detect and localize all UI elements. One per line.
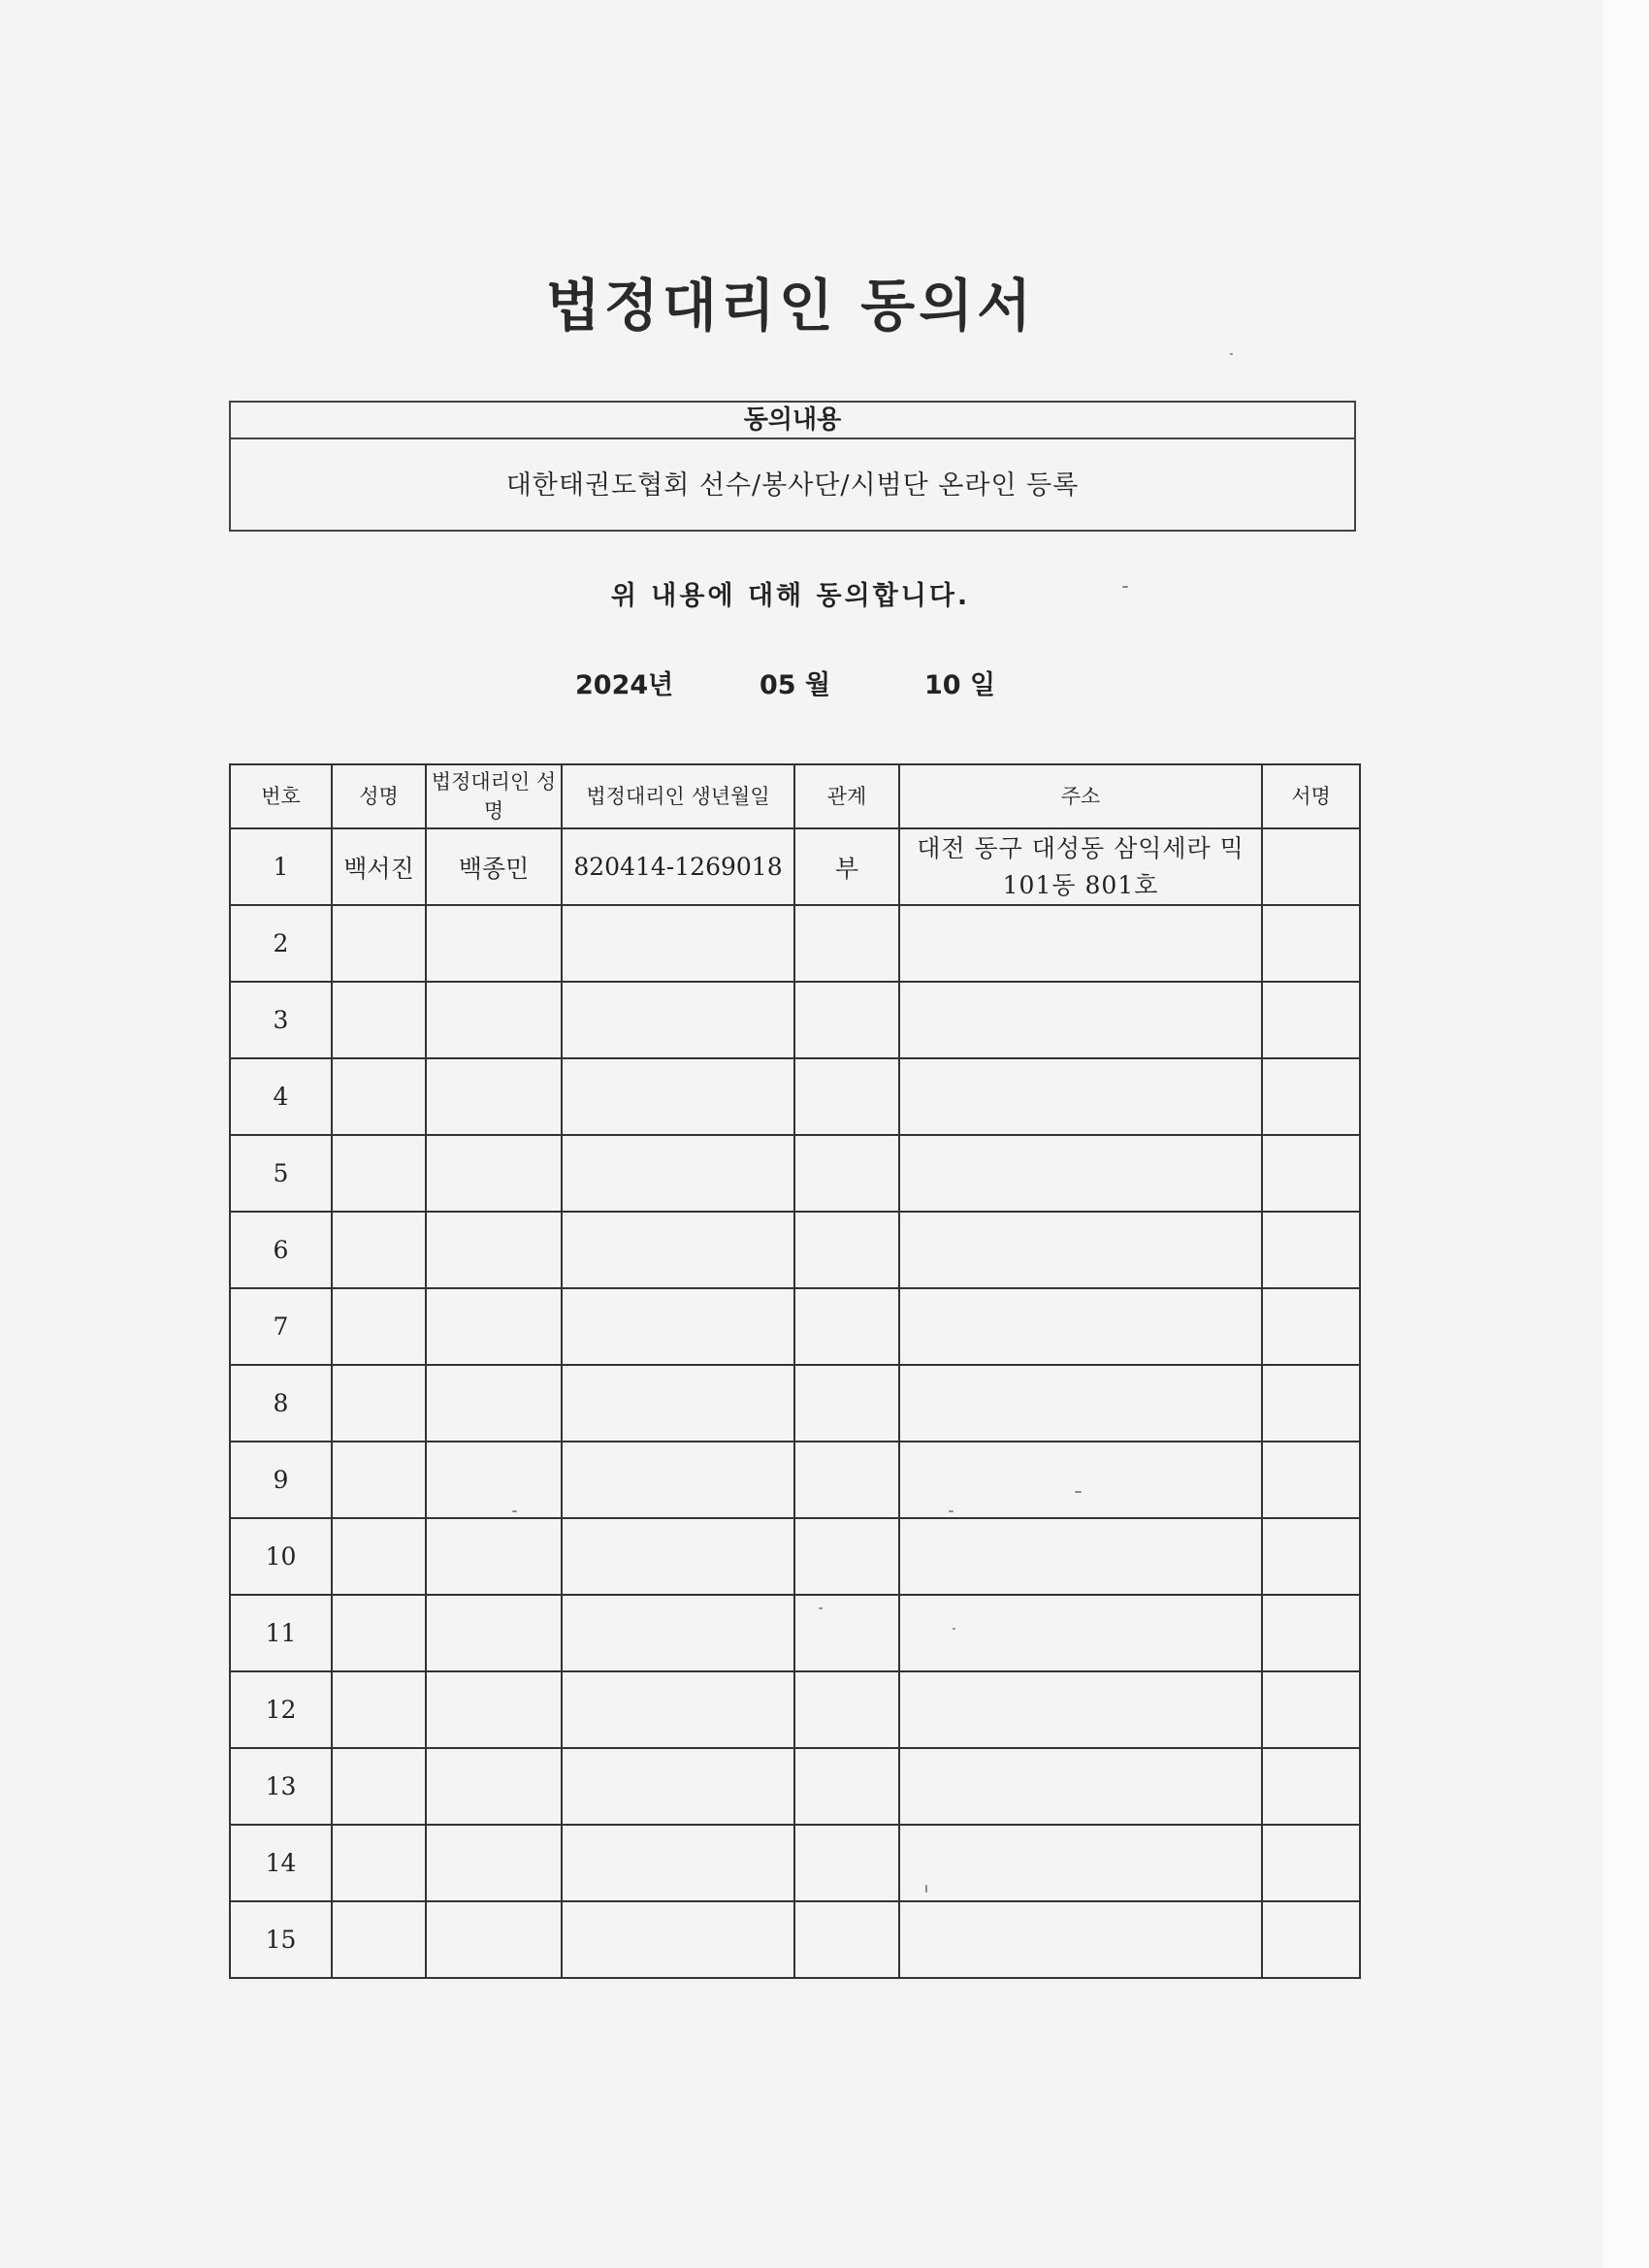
cell-guardian-birth	[562, 1595, 794, 1671]
table-row	[230, 905, 1360, 982]
cell-name	[332, 1135, 426, 1212]
cell-address	[899, 1442, 1262, 1518]
table-row	[230, 1901, 1360, 1978]
scan-speck	[949, 1510, 954, 1512]
header-signature: 서명	[1262, 764, 1360, 828]
header-guardian-birth: 법정대리인 생년월일	[562, 764, 794, 828]
consent-header: 동의내용	[231, 403, 1354, 439]
date-line	[575, 664, 995, 701]
cell-name	[332, 982, 426, 1058]
cell-number: 5	[230, 1135, 332, 1212]
cell-guardian-birth	[562, 1901, 794, 1978]
cell-signature	[1262, 1518, 1360, 1595]
cell-address	[899, 905, 1262, 982]
cell-guardian-name	[426, 1442, 562, 1518]
cell-guardian-birth	[562, 1748, 794, 1825]
cell-address	[899, 1365, 1262, 1442]
cell-signature	[1262, 1595, 1360, 1671]
cell-guardian-name	[426, 1058, 562, 1135]
cell-name	[332, 1595, 426, 1671]
scan-speck	[512, 1510, 517, 1512]
cell-address	[899, 1901, 1262, 1978]
cell-guardian-name	[426, 905, 562, 982]
header-relationship: 관계	[794, 764, 899, 828]
date-month: 05 월	[760, 670, 831, 700]
cell-name	[332, 1288, 426, 1365]
table-row	[230, 1058, 1360, 1135]
cell-address	[899, 1288, 1262, 1365]
consent-content: 대한태권도협회 선수/봉사단/시범단 온라인 등록	[505, 470, 1080, 501]
cell-relationship	[794, 1595, 899, 1671]
cell-guardian-name	[426, 1288, 562, 1365]
cell-guardian-birth	[562, 1825, 794, 1901]
cell-number: 2	[230, 905, 332, 982]
cell-number: 15	[230, 1901, 332, 1978]
cell-name	[332, 1671, 426, 1748]
scan-speck	[1122, 586, 1128, 588]
cell-relationship	[794, 1825, 899, 1901]
cell-number: 13	[230, 1748, 332, 1825]
cell-guardian-name	[426, 1212, 562, 1288]
cell-signature	[1262, 982, 1360, 1058]
cell-signature	[1262, 1748, 1360, 1825]
cell-relationship	[794, 1442, 899, 1518]
cell-signature	[1262, 1671, 1360, 1748]
cell-number: 7	[230, 1288, 332, 1365]
cell-relationship	[794, 1901, 899, 1978]
consent-box	[229, 401, 1356, 532]
table-row	[230, 1135, 1360, 1212]
cell-address	[899, 1825, 1262, 1901]
cell-guardian-name	[426, 1135, 562, 1212]
cell-name	[332, 1901, 426, 1978]
table-row	[230, 1748, 1360, 1825]
table-row	[230, 1671, 1360, 1748]
cell-relationship	[794, 1058, 899, 1135]
cell-guardian-birth	[562, 1442, 794, 1518]
cell-guardian-name	[426, 1825, 562, 1901]
cell-name	[332, 1518, 426, 1595]
date-day: 10 일	[924, 670, 996, 700]
cell-relationship	[794, 1518, 899, 1595]
cell-number: 10	[230, 1518, 332, 1595]
table-row	[230, 1365, 1360, 1442]
cell-number: 8	[230, 1365, 332, 1442]
cell-relationship	[794, 905, 899, 982]
cell-guardian-name	[426, 1365, 562, 1442]
header-number: 번호	[230, 764, 332, 828]
cell-name	[332, 1748, 426, 1825]
cell-signature	[1262, 1365, 1360, 1442]
cell-address	[899, 1518, 1262, 1595]
cell-relationship	[794, 1671, 899, 1748]
cell-relationship	[794, 1748, 899, 1825]
cell-guardian-birth	[562, 1671, 794, 1748]
document-title: 법정대리인 동의서	[545, 273, 1036, 339]
table-row	[230, 828, 1360, 905]
header-address: 주소	[899, 764, 1262, 828]
cell-relationship: 부	[794, 828, 899, 905]
cell-name: 백서진	[332, 828, 426, 905]
cell-guardian-birth	[562, 1365, 794, 1442]
cell-guardian-birth	[562, 1135, 794, 1212]
cell-signature	[1262, 1825, 1360, 1901]
table-row	[230, 982, 1360, 1058]
scan-edge	[1602, 0, 1649, 2268]
cell-guardian-name	[426, 982, 562, 1058]
scan-speck	[1075, 1491, 1082, 1493]
cell-name	[332, 1442, 426, 1518]
table-row	[230, 1212, 1360, 1288]
cell-guardian-birth	[562, 905, 794, 982]
header-guardian-name: 법정대리인 성명	[426, 764, 562, 828]
cell-signature	[1262, 828, 1360, 905]
cell-address	[899, 1595, 1262, 1671]
cell-name	[332, 1365, 426, 1442]
date-year: 2024년	[575, 670, 674, 700]
cell-guardian-birth: 820414-1269018	[562, 828, 794, 905]
table-row	[230, 1595, 1360, 1671]
cell-relationship	[794, 1212, 899, 1288]
cell-number: 12	[230, 1671, 332, 1748]
scan-speck	[819, 1607, 823, 1609]
cell-number: 3	[230, 982, 332, 1058]
cell-relationship	[794, 982, 899, 1058]
cell-address: 대전 동구 대성동 삼익세라 믹 101동 801호	[899, 828, 1262, 905]
guardian-table	[229, 763, 1361, 1979]
cell-signature	[1262, 905, 1360, 982]
cell-relationship	[794, 1288, 899, 1365]
cell-number: 4	[230, 1058, 332, 1135]
cell-guardian-name	[426, 1595, 562, 1671]
cell-guardian-birth	[562, 1058, 794, 1135]
cell-name	[332, 1212, 426, 1288]
table-row	[230, 1518, 1360, 1595]
scan-speck	[1230, 353, 1233, 355]
cell-name	[332, 1058, 426, 1135]
cell-name	[332, 905, 426, 982]
cell-signature	[1262, 1058, 1360, 1135]
table-row	[230, 1442, 1360, 1518]
cell-address	[899, 1671, 1262, 1748]
cell-address	[899, 982, 1262, 1058]
agreement-statement: 위 내용에 대해 동의합니다.	[610, 581, 971, 611]
cell-guardian-birth	[562, 982, 794, 1058]
table-row	[230, 1288, 1360, 1365]
cell-number: 11	[230, 1595, 332, 1671]
cell-address	[899, 1212, 1262, 1288]
table-row	[230, 1825, 1360, 1901]
cell-signature	[1262, 1288, 1360, 1365]
header-name: 성명	[332, 764, 426, 828]
cell-guardian-name	[426, 1518, 562, 1595]
cell-address	[899, 1135, 1262, 1212]
cell-guardian-birth	[562, 1288, 794, 1365]
cell-guardian-birth	[562, 1518, 794, 1595]
cell-guardian-birth	[562, 1212, 794, 1288]
cell-guardian-name	[426, 1748, 562, 1825]
cell-signature	[1262, 1135, 1360, 1212]
cell-signature	[1262, 1212, 1360, 1288]
scan-speck	[925, 1885, 927, 1893]
cell-address	[899, 1748, 1262, 1825]
cell-relationship	[794, 1135, 899, 1212]
table-header-row	[230, 764, 1360, 828]
cell-address	[899, 1058, 1262, 1135]
cell-number: 1	[230, 828, 332, 905]
cell-name	[332, 1825, 426, 1901]
cell-number: 14	[230, 1825, 332, 1901]
cell-guardian-name: 백종민	[426, 828, 562, 905]
cell-number: 9	[230, 1442, 332, 1518]
cell-number: 6	[230, 1212, 332, 1288]
cell-guardian-name	[426, 1901, 562, 1978]
cell-relationship	[794, 1365, 899, 1442]
cell-signature	[1262, 1442, 1360, 1518]
cell-signature	[1262, 1901, 1360, 1978]
cell-guardian-name	[426, 1671, 562, 1748]
scan-speck	[953, 1628, 955, 1630]
